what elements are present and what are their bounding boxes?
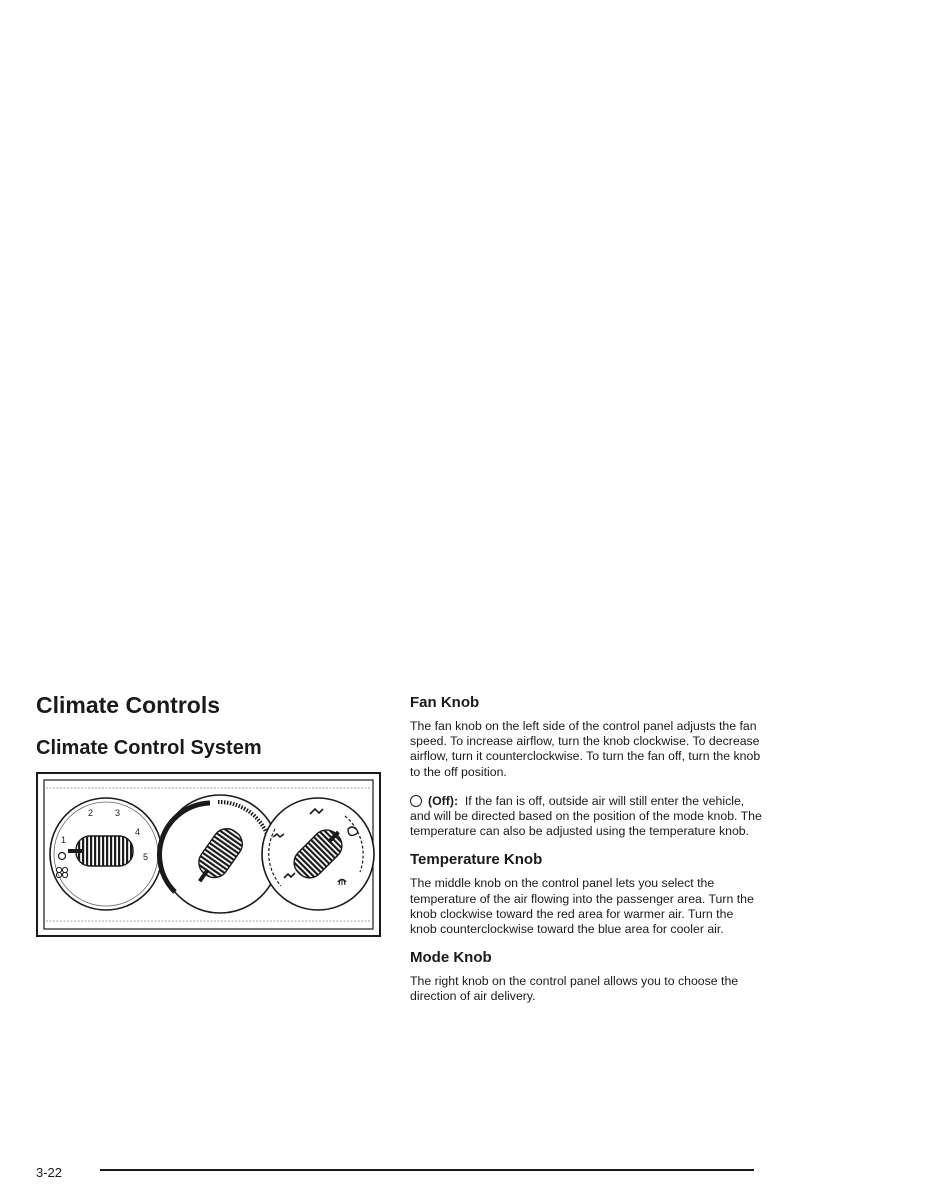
mode-knob-heading: Mode Knob bbox=[410, 949, 492, 967]
fan-speed-1-label: 1 bbox=[61, 835, 67, 845]
off-icon bbox=[410, 795, 422, 807]
defrost-mode-icon bbox=[338, 879, 346, 885]
mode-knob bbox=[262, 798, 374, 910]
climate-controls-text bbox=[410, 693, 762, 1016]
temperature-knob bbox=[160, 795, 279, 913]
mode-knob-paragraph: The right knob on the control panel allows you to choose the direction of air delivery. bbox=[410, 974, 739, 1004]
page-number: 3-22 bbox=[36, 1165, 63, 1180]
fan-knob-heading: Fan Knob bbox=[410, 694, 480, 711]
fan-speed-4-label: 4 bbox=[135, 827, 141, 837]
section-title: Climate Controls bbox=[36, 692, 221, 718]
fan-speed-2-label: 2 bbox=[88, 808, 94, 818]
fan-knob-paragraph: The fan knob on the left side of the control panel adjusts the fan speed. To increase airflow, turn the knob clockwise. To decrease airflow, turn it counterclockwise. To turn the fan off, turn the knob to the off position. bbox=[410, 719, 761, 779]
off-label: (Off): bbox=[428, 793, 459, 808]
fan-speed-3-label: 3 bbox=[115, 808, 121, 818]
fan-speed-5-label: 5 bbox=[143, 852, 149, 862]
control-panel-drawing bbox=[38, 774, 379, 935]
off-text: If the fan is off, outside air will still enter the vehicle, and will be directed based on the position of the mode knob. The temperature can also be adjusted using the temperature knob. bbox=[410, 793, 762, 839]
climate-control-panel-illustration bbox=[36, 772, 381, 937]
footer-rule bbox=[100, 1169, 754, 1171]
temperature-knob-paragraph: The middle knob on the control panel lets you select the temperature of the air flowing into the passenger area. Turn the knob clockwise toward the red area for warmer air. Turn the knob counterclockwise toward the blue area for cooler air. bbox=[410, 876, 754, 937]
temperature-knob-heading: Temperature Knob bbox=[410, 851, 543, 869]
fan-knob bbox=[50, 798, 162, 910]
fan-off-paragraph bbox=[410, 794, 762, 840]
subsection-title: Climate Control System bbox=[36, 737, 262, 759]
